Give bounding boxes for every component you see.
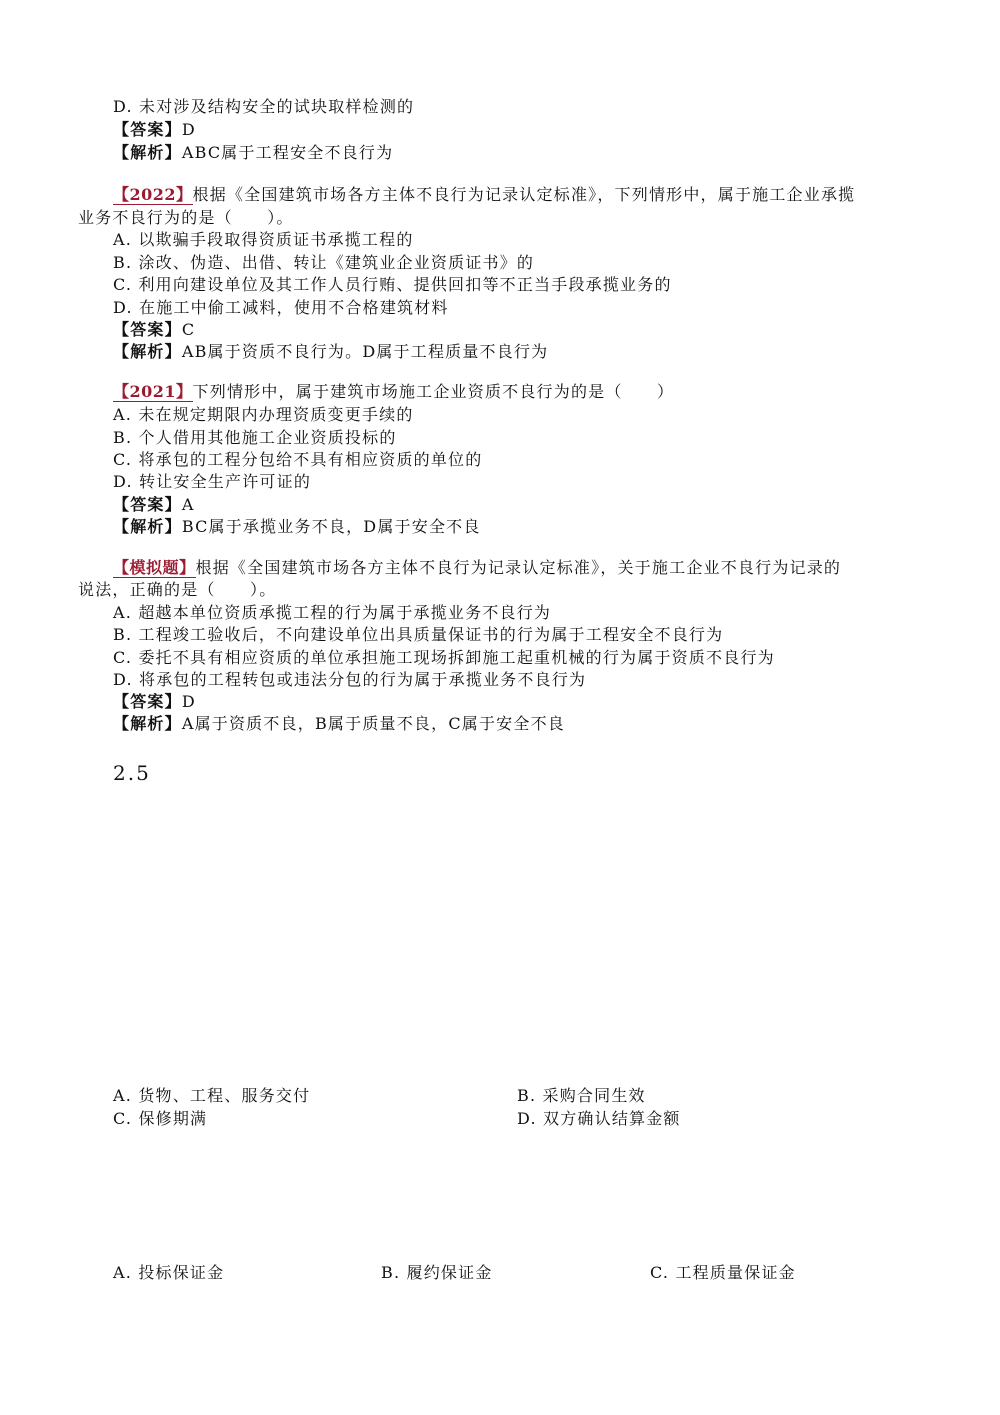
option-c: C. 保修期满 [113, 1109, 208, 1128]
option-a: A. 以欺骗手段取得资质证书承揽工程的 [113, 230, 414, 249]
question-stem-text: 下列情形中，属于建筑市场施工企业资质不良行为的是（ ） [192, 382, 675, 401]
analysis-label: 【解析】 [113, 143, 182, 162]
answer-value: D [181, 692, 196, 711]
analysis-line [113, 341, 548, 363]
option-a: A. 未在规定期限内办理资质变更手续的 [113, 405, 414, 424]
option-b: B. 履约保证金 [381, 1263, 493, 1282]
option-a: A. 超越本单位资质承揽工程的行为属于承揽业务不良行为 [113, 603, 552, 622]
question-year-tag: 【2022】 [113, 185, 193, 204]
answer-label: 【答案】 [113, 320, 182, 339]
option-a: A. 投标保证金 [113, 1263, 225, 1282]
option-c: C. 利用向建设单位及其工作人员行贿、提供回扣等不正当手段承揽业务的 [113, 275, 672, 294]
option-b: B. 个人借用其他施工企业资质投标的 [113, 428, 397, 447]
analysis-value: AB属于资质不良行为。D属于工程质量不良行为 [181, 342, 549, 361]
answer-line [113, 494, 195, 516]
question-mock-stem [113, 557, 841, 579]
question-stem-text: 根据《全国建筑市场各方主体不良行为记录认定标准》，关于施工企业不良行为记录的 [195, 558, 842, 577]
analysis-value: ABC属于工程安全不良行为 [181, 143, 394, 162]
option-d: D. 在施工中偷工减料，使用不合格建筑材料 [113, 298, 449, 317]
analysis-value: A属于资质不良，B属于质量不良，C属于安全不良 [181, 714, 565, 733]
answer-line [113, 319, 195, 341]
analysis-line [113, 713, 565, 735]
section-number: 2.5 [113, 761, 151, 785]
answer-value: D [181, 120, 196, 139]
question-2022-stem-cont: 业务不良行为的是（ ）。 [78, 208, 294, 227]
analysis-value: BC属于承揽业务不良，D属于安全不良 [181, 517, 481, 536]
option-d: D. 将承包的工程转包或违法分包的行为属于承揽业务不良行为 [113, 670, 587, 689]
option-c: C. 委托不具有相应资质的单位承担施工现场拆卸施工起重机械的行为属于资质不良行为 [113, 648, 775, 667]
answer-label: 【答案】 [113, 495, 182, 514]
option-d: D. 转让安全生产许可证的 [113, 472, 312, 491]
question-type-tag: 【模拟题】 [113, 558, 196, 577]
answer-value: C [181, 320, 196, 339]
question-year-tag: 【2021】 [113, 382, 193, 401]
option-d: D. 双方确认结算金额 [517, 1109, 681, 1128]
answer-line [113, 691, 196, 713]
question-mock-stem-cont: 说法，正确的是（ ）。 [78, 580, 277, 599]
answer-label: 【答案】 [113, 120, 182, 139]
answer-line [113, 119, 196, 141]
analysis-line [113, 516, 481, 538]
option-b: B. 工程竣工验收后，不向建设单位出具质量保证书的行为属于工程安全不良行为 [113, 625, 724, 644]
option-b: B. 涂改、伪造、出借、转让《建筑业企业资质证书》的 [113, 253, 535, 272]
analysis-label: 【解析】 [113, 714, 182, 733]
question-stem-text: 根据《全国建筑市场各方主体不良行为记录认定标准》，下列情形中，属于施工企业承揽 [192, 185, 856, 204]
answer-label: 【答案】 [113, 692, 182, 711]
analysis-label: 【解析】 [113, 517, 182, 536]
question-2021-stem [113, 381, 674, 403]
option-c: C. 工程质量保证金 [650, 1263, 796, 1282]
option-a: A. 货物、工程、服务交付 [113, 1086, 311, 1105]
answer-value: A [181, 495, 195, 514]
analysis-line [113, 142, 393, 164]
option-b: B. 采购合同生效 [517, 1086, 646, 1105]
question-2022-stem [113, 184, 855, 206]
option-c: C. 将承包的工程分包给不具有相应资质的单位的 [113, 450, 483, 469]
analysis-label: 【解析】 [113, 342, 182, 361]
option-d: D. 未对涉及结构安全的试块取样检测的 [113, 97, 415, 116]
